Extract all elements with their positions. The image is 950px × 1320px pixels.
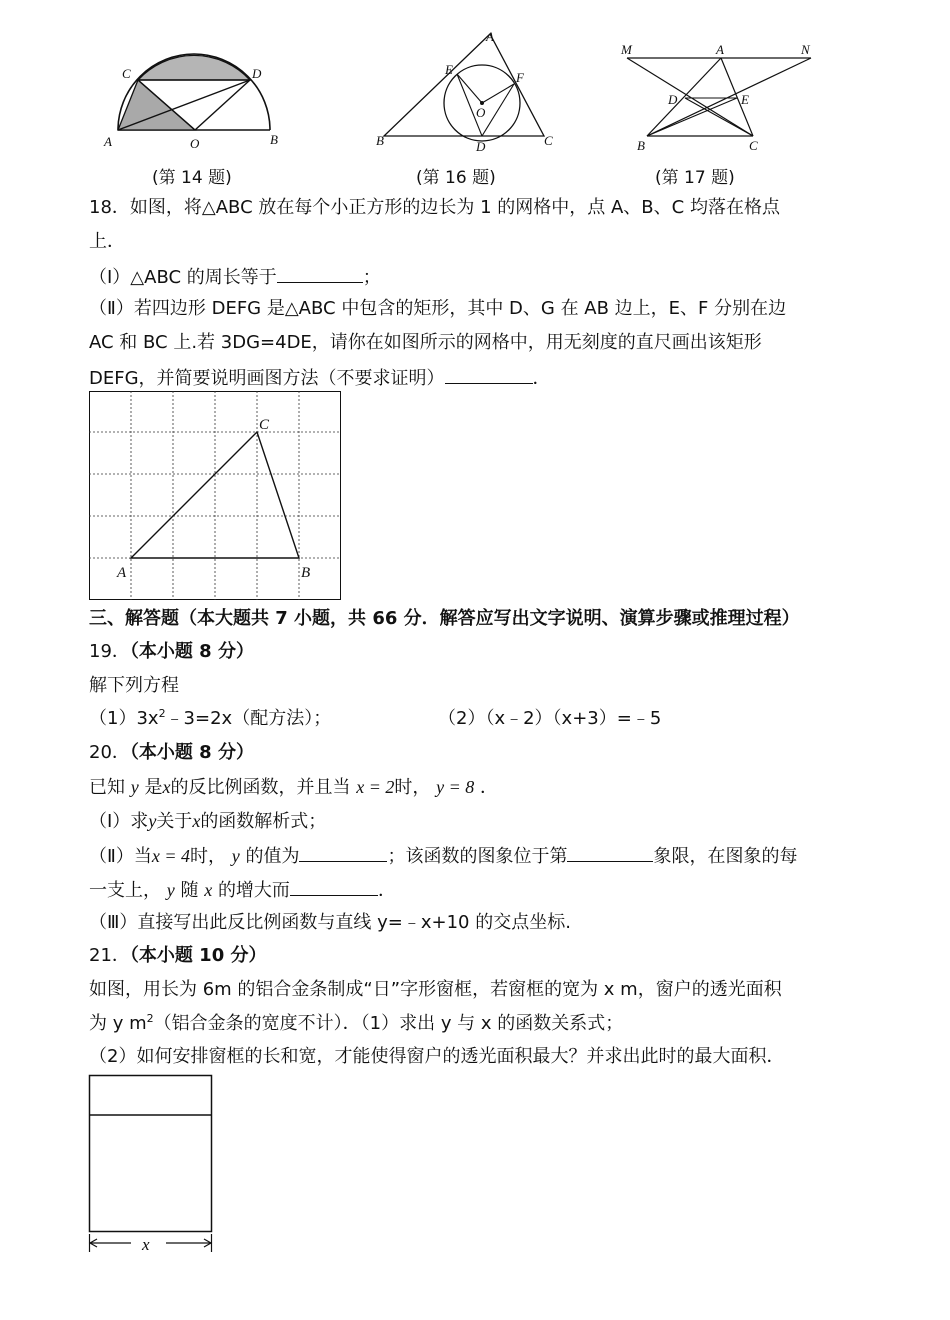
label-c: C [259,417,270,433]
q18-line1: 18．如图，将△ABC 放在每个小正方形的边长为 1 的网格中，点 A、B、C 均落在格点 [89,197,780,218]
label-b: B [270,132,278,147]
caption-14: (第 14 题) [152,168,232,188]
var-y: y [148,811,157,831]
label-c: C [749,138,758,153]
condition-x: x = 2 [356,777,395,797]
section-heading: 三、解答题（本大题共 7 小题，共 66 分．解答应写出文字说明、演算步骤或推理过程） [89,608,800,629]
q21-line2 [89,1012,623,1036]
var-x: x [192,811,201,831]
q19-number: 19． [89,641,130,662]
q21-points: （本小题 10 分） [129,945,267,966]
q19-title [89,640,254,664]
q19-part1-b: ﹣3=2x（配方法）； [165,708,332,729]
text: 的反比例函数，并且当 [170,777,351,798]
q20-part1 [89,809,326,834]
label-c: C [122,66,131,81]
q20-statement [89,775,498,800]
q18-part2-line2: AC 和 BC 上.若 3DG=4DE，请你在如图所示的网格中，用无刻度的直尺画出该矩形 [89,332,762,353]
label-b: B [376,133,384,148]
text: 随 [180,880,199,901]
q18-part1-text: （Ⅰ）△ABC 的周长等于 [89,267,277,288]
text: 关于 [156,811,193,832]
text: 象限，在图象的每 [653,846,798,867]
text: ． [479,777,498,798]
window-figure [86,1072,218,1258]
q20-part2-line2 [89,877,396,903]
var-y: y [231,846,240,866]
var-y: y [166,880,175,900]
label-o: O [476,105,486,120]
q18-part2-end: ． [532,368,551,389]
caption-16: (第 16 题) [416,168,496,188]
answer-blank[interactable] [277,264,363,283]
text: ；该函数的图象位于第 [387,846,568,867]
label-a: A [486,29,494,44]
answer-blank[interactable] [290,877,378,896]
q21-number: 21． [89,945,130,966]
grid-figure [89,391,342,601]
text: （Ⅰ）求 [89,811,149,832]
label-f: F [516,70,524,85]
answer-blank[interactable] [299,843,387,862]
superscript: 2 [146,1012,154,1025]
q18-line2: 上． [89,231,125,252]
shaded-region-top [138,55,250,80]
caption-17: (第 17 题) [655,168,735,188]
label-m: M [621,42,632,57]
text: （铝合金条的宽度不计）．（1）求出 y 与 x 的函数关系式； [153,1013,624,1034]
q20-title [89,741,254,765]
triangle-abc [384,34,544,136]
q21-title [89,944,267,968]
condition-x: x = 4 [151,846,190,866]
answer-blank[interactable] [445,365,533,384]
q20-part3: （Ⅲ）直接写出此反比例函数与直线 y=﹣x+10 的交点坐标. [89,912,571,933]
q18-part1-end: ； [362,267,381,288]
text: 的值为 [245,846,300,867]
text: 为 y m [89,1013,147,1034]
q18-part1 [89,264,381,290]
q19-part2: （2）（x﹣2）（x+3）=﹣5 [438,708,662,729]
label-d: D [668,92,678,107]
window-frame [90,1076,212,1232]
q21-line3: （2）如何安排窗框的长和宽，才能使得窗户的透光面积最大？并求出此时的最大面积． [89,1046,785,1067]
q19-points: （本小题 8 分） [129,641,254,662]
answer-blank[interactable] [567,843,653,862]
label-c: C [544,133,553,148]
var-x: x [204,880,213,900]
label-b: B [301,565,311,581]
figure-16 [372,28,562,153]
figure-17 [615,38,835,156]
q19-part1-sup: 2 [158,707,166,720]
label-e: E [445,62,453,77]
var-x: x [162,777,171,797]
label-d: D [252,66,262,81]
condition-y: y = 8 [436,777,475,797]
label-a: A [117,565,127,581]
label-d: D [476,139,486,153]
q18-part2-line3 [89,365,551,391]
text: 一支上， [89,880,161,901]
q18-part2-line1: （Ⅱ）若四边形 DEFG 是△ABC 中包含的矩形，其中 D、G 在 AB 边上，E、F 分别在边 [89,298,787,319]
text: 的函数解析式； [200,811,327,832]
q20-points: （本小题 8 分） [129,742,254,763]
label-n: N [801,42,810,57]
q20-part2-line1 [89,843,797,869]
text: ． [377,880,396,901]
text: （Ⅱ）当 [89,846,152,867]
text: 时， [190,846,226,867]
label-b: B [637,138,645,153]
text: 已知 [89,777,125,798]
q19-part1 [89,707,331,731]
var-y: y [130,777,139,797]
label-a: A [104,134,112,149]
label-a: A [716,42,724,57]
q21-line1: 如图，用长为 6m 的铝合金条制成“日”字形窗框，若窗框的宽为 x m，窗户的透光面积 [89,979,782,1000]
figure-14 [100,48,290,153]
label-o: O [190,136,200,151]
q20-number: 20． [89,742,130,763]
text: 时， [394,777,431,798]
q19-instruction: 解下列方程 [89,675,179,696]
width-label: x [142,1235,150,1254]
text: 是 [144,777,163,798]
text: 的增大而 [217,880,290,901]
label-e: E [741,92,749,107]
q19-part1-a: （1）3x [89,708,159,729]
q18-part2-line3-text: DEFG，并简要说明画图方法（不要求证明） [89,368,445,389]
